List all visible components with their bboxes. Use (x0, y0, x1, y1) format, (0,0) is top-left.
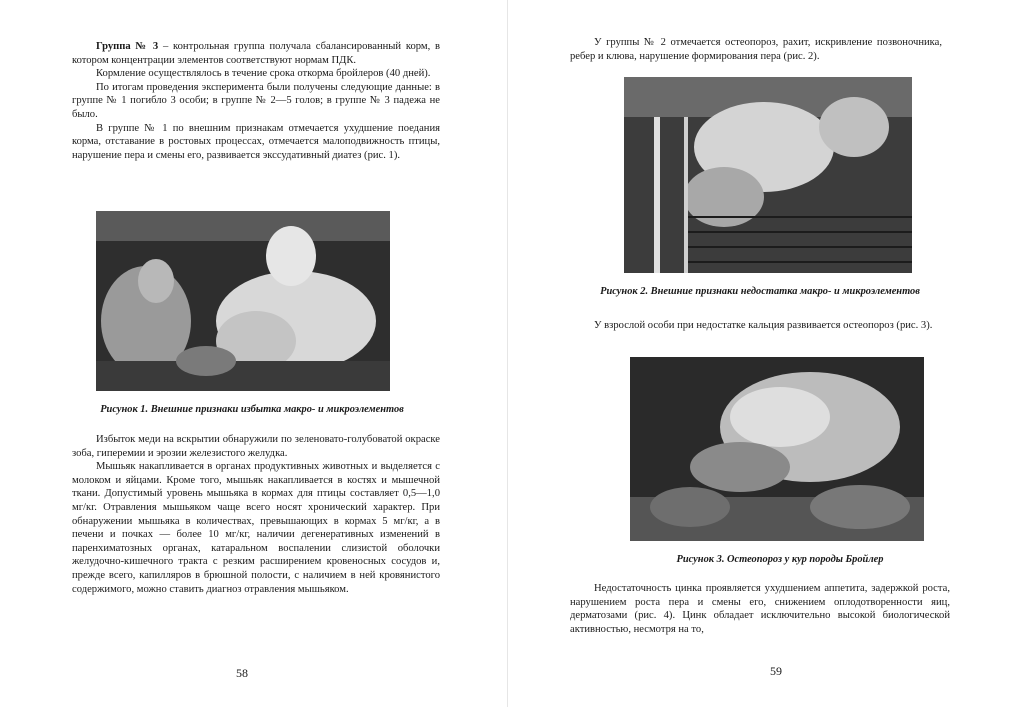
group3-text: – контрольная группа получала сбалансированный корм, в котором концентрации элементов соответствуют нормам ПДК. (72, 41, 440, 66)
figure-3-image (630, 357, 924, 541)
figure-2-photo (624, 77, 912, 273)
right-top-text (570, 36, 942, 63)
figure-1-caption: Рисунок 1. Внешние признаки избытка макро- и микроэлементов (100, 404, 404, 415)
page-number-left: 58 (236, 666, 248, 680)
paragraph-group3 (72, 40, 440, 67)
paragraph-arsenic: Мышьяк накапливается в органах продуктивных животных и выделяется с молоком и яйцами. Кроме того, мышьяк накапливается в костях и мышечной ткани. Допустимый уровень мышьяка в кормах для птицы составляет 0,5—1,0 мг/кг. Отравления мышьяком чаще всего носят хронический характер. При обнаружении мышьяка в количествах, превышающих в кормах 5 мг/кг, а в печени и почках — более 10 мг/кг, наличии дегенеративных изменений в паренхиматозных органах, катаральном воспалении слизистой оболочки желудочно-кишечного тракта с резким расширением кровеносных сосудов и, прежде всего, капилляров в брюшной полости, с наличием в ней кровянистого содержимого, можно ставить диагноз отравления мышьяком. (72, 461, 440, 595)
paragraph-results: По итогам проведения эксперимента были получены следующие данные: в группе № 1 погибло 3 особи; в группе № 2—5 голов; в группе № 3 падежа не было. (72, 81, 440, 120)
paragraph-group2: У группы № 2 отмечается остеопороз, рахит, искривление позвоночника, ребер и клюва, нарушение формирования пера (рис. 2). (570, 37, 942, 62)
paragraph-zinc: Недостаточность цинка проявляется ухудшением аппетита, задержкой роста, нарушением роста пера и смены его, снижением оплодотворенности яиц, дерматозами (рис. 4). Цинк обладает исключительно высокой биологической активностью, несмотря на то, (570, 583, 950, 635)
group3-lead: Группа № 3 (96, 41, 159, 52)
figure-1-photo (96, 211, 390, 391)
paragraph-osteoporosis: У взрослой особи при недостатке кальция развивается остеопороз (рис. 3). (594, 320, 933, 331)
left-bottom-text (72, 433, 440, 596)
left-top-text (72, 40, 440, 162)
figure-1-image (96, 211, 390, 391)
right-page (508, 0, 1016, 707)
figure-2-image (624, 77, 912, 273)
figure-3-photo (630, 357, 924, 541)
paragraph-feeding: Кормление осуществлялось в течение срока откорма бройлеров (40 дней). (96, 68, 431, 80)
figure-3-caption: Рисунок 3. Остеопороз у кур породы Бройлер (676, 554, 884, 565)
right-mid-text (570, 319, 942, 333)
paragraph-copper: Избыток меди на вскрытии обнаружили по зеленовато-голубоватой окраске зоба, гиперемии и эрозии железистого желудка. (72, 434, 440, 459)
figure-2-caption: Рисунок 2. Внешние признаки недостатка макро- и микроэлементов (600, 286, 920, 297)
right-bottom-text (570, 582, 950, 636)
paragraph-group1: В группе № 1 по внешним признакам отмечается ухудшение поедания корма, отставание в ростовых процессах, отмечается малоподвижность птицы, нарушение пера и смены его, развивается экссудативный диатез (рис. 1). (72, 122, 440, 161)
page-number-right: 59 (770, 664, 782, 678)
